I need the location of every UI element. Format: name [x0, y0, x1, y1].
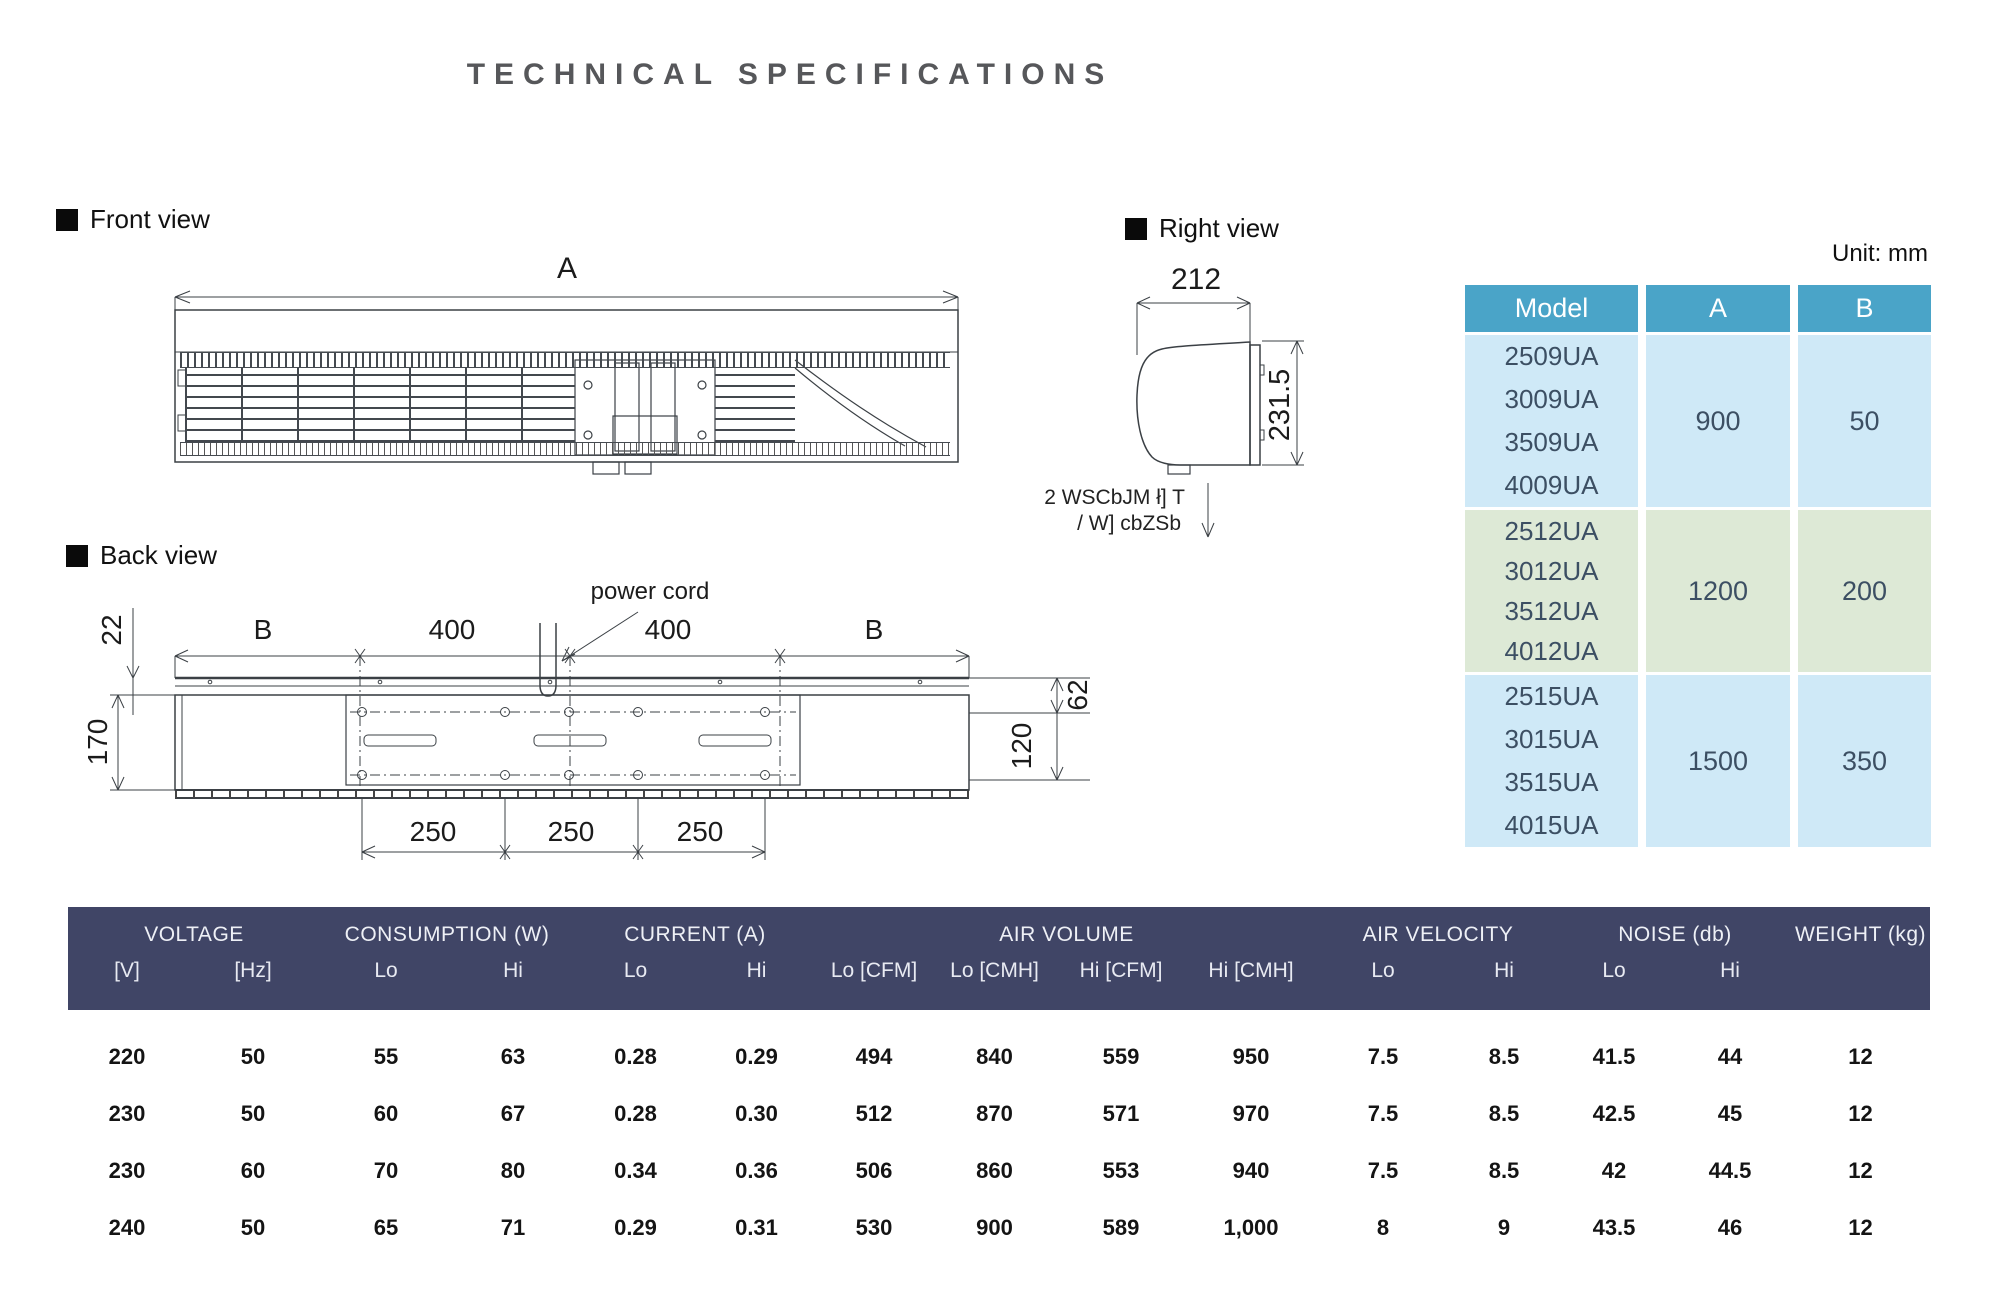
model-list — [1465, 335, 1638, 507]
model-dim-b: 200 — [1798, 510, 1931, 672]
back-view-label-text: Back view — [100, 540, 218, 570]
back-dim-b-right: B — [864, 614, 884, 645]
back-dim-b-left: B — [253, 614, 273, 645]
spec-row — [68, 1199, 1930, 1256]
power-cord-label: power cord — [590, 578, 710, 605]
front-perforation-strip — [180, 352, 950, 368]
spec-cell: 0.34 — [614, 1157, 657, 1183]
spec-cell: 512 — [855, 1100, 893, 1126]
model-name: 3015UA — [1504, 724, 1599, 754]
spec-cell: 9 — [1497, 1214, 1511, 1240]
dimension-line-170 — [110, 695, 175, 790]
spec-cell: 530 — [855, 1214, 893, 1240]
spec-cell: 71 — [500, 1214, 526, 1240]
spec-cell: 506 — [855, 1157, 893, 1183]
model-name: 4012UA — [1504, 636, 1599, 666]
spec-cell: 42.5 — [1592, 1100, 1636, 1126]
model-name: 4015UA — [1504, 810, 1599, 840]
spec-cell: 970 — [1232, 1100, 1270, 1126]
spec-sub-hi: Hi — [746, 959, 767, 982]
front-sweep-curves — [795, 360, 926, 447]
spec-group-weight: WEIGHT (kg) — [1794, 923, 1927, 946]
spec-cell: 65 — [373, 1214, 399, 1240]
spec-cell: 840 — [976, 1043, 1013, 1069]
spec-sub-hz: [Hz] — [234, 959, 272, 982]
spec-sub-lo: Lo — [374, 959, 398, 982]
front-fan-grille-left — [185, 368, 575, 442]
back-dim-62: 62 — [1062, 679, 1093, 711]
model-table — [1465, 285, 1930, 849]
spec-cell: 41.5 — [1592, 1043, 1636, 1069]
model-group-1200 — [1465, 510, 1930, 672]
power-cord-leader — [562, 612, 638, 661]
spec-sub-lo-cmh: Lo [CMH] — [950, 959, 1039, 982]
spec-group-noise: NOISE (db) — [1618, 923, 1732, 946]
model-list — [1465, 510, 1638, 672]
spec-cell: 940 — [1232, 1157, 1270, 1183]
back-dim-250-2: 250 — [547, 816, 595, 847]
spec-sub-hi: Hi — [1494, 959, 1514, 982]
spec-cell: 220 — [108, 1043, 146, 1069]
model-dim-b: 50 — [1798, 335, 1931, 507]
model-table-header-a: A — [1646, 285, 1790, 332]
spec-cell: 43.5 — [1592, 1214, 1636, 1240]
right-body-profile — [1137, 342, 1264, 474]
spec-cell: 0.29 — [735, 1043, 778, 1069]
spec-row — [68, 1028, 1930, 1085]
spec-row — [68, 1142, 1930, 1199]
front-fan-grille-right — [715, 368, 795, 442]
spec-cell: 8.5 — [1488, 1043, 1520, 1069]
spec-sub-hi: Hi — [503, 959, 523, 982]
front-view-label — [56, 204, 210, 235]
model-name: 3515UA — [1504, 767, 1599, 797]
spec-cell: 44 — [1717, 1043, 1743, 1069]
spec-cell: 230 — [108, 1100, 146, 1126]
back-dim-250-3: 250 — [676, 816, 724, 847]
spec-table-header — [68, 907, 1930, 1010]
dimension-line-22 — [127, 608, 139, 715]
spec-cell: 45 — [1717, 1100, 1743, 1126]
back-bottom-rail-hatch — [175, 791, 969, 798]
back-dim-170: 170 — [82, 718, 113, 766]
model-name: 2509UA — [1504, 341, 1599, 371]
spec-cell: 12 — [1848, 1214, 1873, 1240]
spec-cell: 70 — [373, 1157, 399, 1183]
power-cord-tube — [540, 623, 556, 696]
spec-sub-hi-cfm: Hi [CFM] — [1079, 959, 1163, 982]
front-view-label-text: Front view — [90, 204, 210, 234]
spec-sub-hi-cmh: Hi [CMH] — [1208, 959, 1294, 982]
spec-cell: 7.5 — [1367, 1157, 1399, 1183]
right-view-drawing — [1040, 205, 1340, 555]
spec-group-consumption: CONSUMPTION (W) — [344, 923, 550, 946]
spec-cell: 589 — [1102, 1214, 1140, 1240]
model-table-header-model: Model — [1465, 285, 1638, 332]
spec-cell: 63 — [500, 1043, 526, 1069]
model-name: 2512UA — [1504, 516, 1599, 546]
spec-cell: 0.30 — [735, 1100, 778, 1126]
spec-sub-lo-cfm: Lo [CFM] — [830, 959, 918, 982]
spec-cell: 559 — [1102, 1043, 1140, 1069]
right-view-label-text: Right view — [1159, 213, 1279, 243]
spec-group-voltage: VOLTAGE — [144, 923, 244, 946]
front-feet — [593, 462, 651, 474]
back-dim-400-left: 400 — [428, 614, 476, 645]
spec-subheader-row — [68, 947, 1930, 983]
page-title: TECHNICAL SPECIFICATIONS — [466, 58, 1114, 91]
back-top-rail — [175, 678, 969, 686]
spec-cell: 553 — [1102, 1157, 1140, 1183]
back-plate-holes — [350, 708, 796, 780]
back-view-drawing — [60, 535, 1100, 880]
right-dim-231-5: 231.5 — [1264, 368, 1296, 442]
spec-cell: 0.29 — [614, 1214, 657, 1240]
spec-cell: 50 — [240, 1214, 266, 1240]
model-table-header-row — [1465, 285, 1930, 332]
spec-cell: 7.5 — [1367, 1043, 1399, 1069]
back-dim-250-1: 250 — [409, 816, 457, 847]
unit-note: Unit: mm — [1832, 240, 1928, 267]
spec-cell: 0.36 — [735, 1157, 778, 1183]
front-bottom-strip — [180, 442, 950, 456]
spec-group-air-volume: AIR VOLUME — [999, 923, 1134, 946]
back-dim-400-right: 400 — [644, 614, 692, 645]
spec-cell: 46 — [1717, 1214, 1743, 1240]
model-name: 3012UA — [1504, 556, 1599, 586]
spec-group-air-velocity: AIR VELOCITY — [1362, 923, 1514, 946]
model-name: 3509UA — [1504, 427, 1599, 457]
spec-cell: 55 — [373, 1043, 399, 1069]
spec-cell: 50 — [240, 1043, 266, 1069]
spec-cell: 50 — [240, 1100, 266, 1126]
spec-table-body — [68, 1010, 1930, 1256]
model-dim-a: 1200 — [1646, 510, 1790, 672]
spec-cell: 12 — [1848, 1100, 1873, 1126]
dimension-line-a — [175, 291, 958, 312]
front-view-drawing — [168, 250, 968, 495]
model-name: 2515UA — [1504, 681, 1599, 711]
spec-cell: 60 — [373, 1100, 399, 1126]
right-dim-212: 212 — [1170, 263, 1222, 296]
spec-cell: 12 — [1848, 1157, 1873, 1183]
spec-cell: 1,000 — [1223, 1214, 1279, 1240]
spec-cell: 80 — [500, 1157, 526, 1183]
back-dim-120: 120 — [1006, 722, 1037, 770]
square-bullet-icon — [56, 209, 78, 231]
spec-cell: 870 — [976, 1100, 1013, 1126]
spec-sub-lo: Lo — [1602, 959, 1626, 982]
spec-sub-hi: Hi — [1720, 959, 1740, 982]
spec-cell: 42 — [1601, 1157, 1627, 1183]
model-group-1500 — [1465, 675, 1930, 846]
spec-cell: 571 — [1102, 1100, 1140, 1126]
spec-cell: 7.5 — [1367, 1100, 1399, 1126]
spec-cell: 0.31 — [735, 1214, 778, 1240]
down-arrow-icon — [1202, 483, 1214, 537]
spec-cell: 67 — [500, 1100, 526, 1126]
back-dim-22: 22 — [96, 614, 127, 646]
dimension-line-top — [175, 649, 969, 790]
spec-group-row — [68, 923, 1930, 947]
spec-sub-lo: Lo — [1371, 959, 1395, 982]
model-name: 4009UA — [1504, 470, 1599, 500]
spec-cell: 12 — [1848, 1043, 1873, 1069]
right-view-note-line1: 2 WSCbJM ł] T — [1044, 486, 1185, 509]
front-center-assembly — [575, 360, 715, 455]
spec-cell: 900 — [976, 1214, 1013, 1240]
spec-cell: 44.5 — [1708, 1157, 1752, 1183]
model-dim-b: 350 — [1798, 675, 1931, 847]
model-dim-a: 900 — [1646, 335, 1790, 507]
spec-cell: 860 — [976, 1157, 1013, 1183]
model-name: 3009UA — [1504, 384, 1599, 414]
spec-table — [68, 907, 1930, 1256]
front-dim-a: A — [556, 252, 577, 285]
model-name: 3512UA — [1504, 596, 1599, 626]
spec-cell: 60 — [240, 1157, 266, 1183]
spec-cell: 494 — [855, 1043, 893, 1069]
spec-cell: 8 — [1376, 1214, 1390, 1240]
spec-sub-empty — [1791, 947, 1930, 983]
spec-cell: 0.28 — [614, 1043, 657, 1069]
model-dim-a: 1500 — [1646, 675, 1790, 847]
spec-cell: 950 — [1232, 1043, 1270, 1069]
right-view-note-line2: / W] cbZSb — [1077, 512, 1181, 535]
model-group-900 — [1465, 335, 1930, 507]
spec-cell: 8.5 — [1488, 1100, 1520, 1126]
model-list — [1465, 675, 1638, 847]
spec-sub-lo: Lo — [623, 959, 648, 982]
spec-cell: 8.5 — [1488, 1157, 1520, 1183]
spec-cell: 230 — [108, 1157, 146, 1183]
spec-sub-v: [V] — [114, 959, 140, 982]
spec-group-current: CURRENT (A) — [624, 923, 766, 946]
spec-cell: 240 — [108, 1214, 146, 1240]
spec-row — [68, 1085, 1930, 1142]
dimension-line-212 — [1137, 297, 1250, 355]
spec-cell: 0.28 — [614, 1100, 657, 1126]
model-table-header-b: B — [1798, 285, 1931, 332]
